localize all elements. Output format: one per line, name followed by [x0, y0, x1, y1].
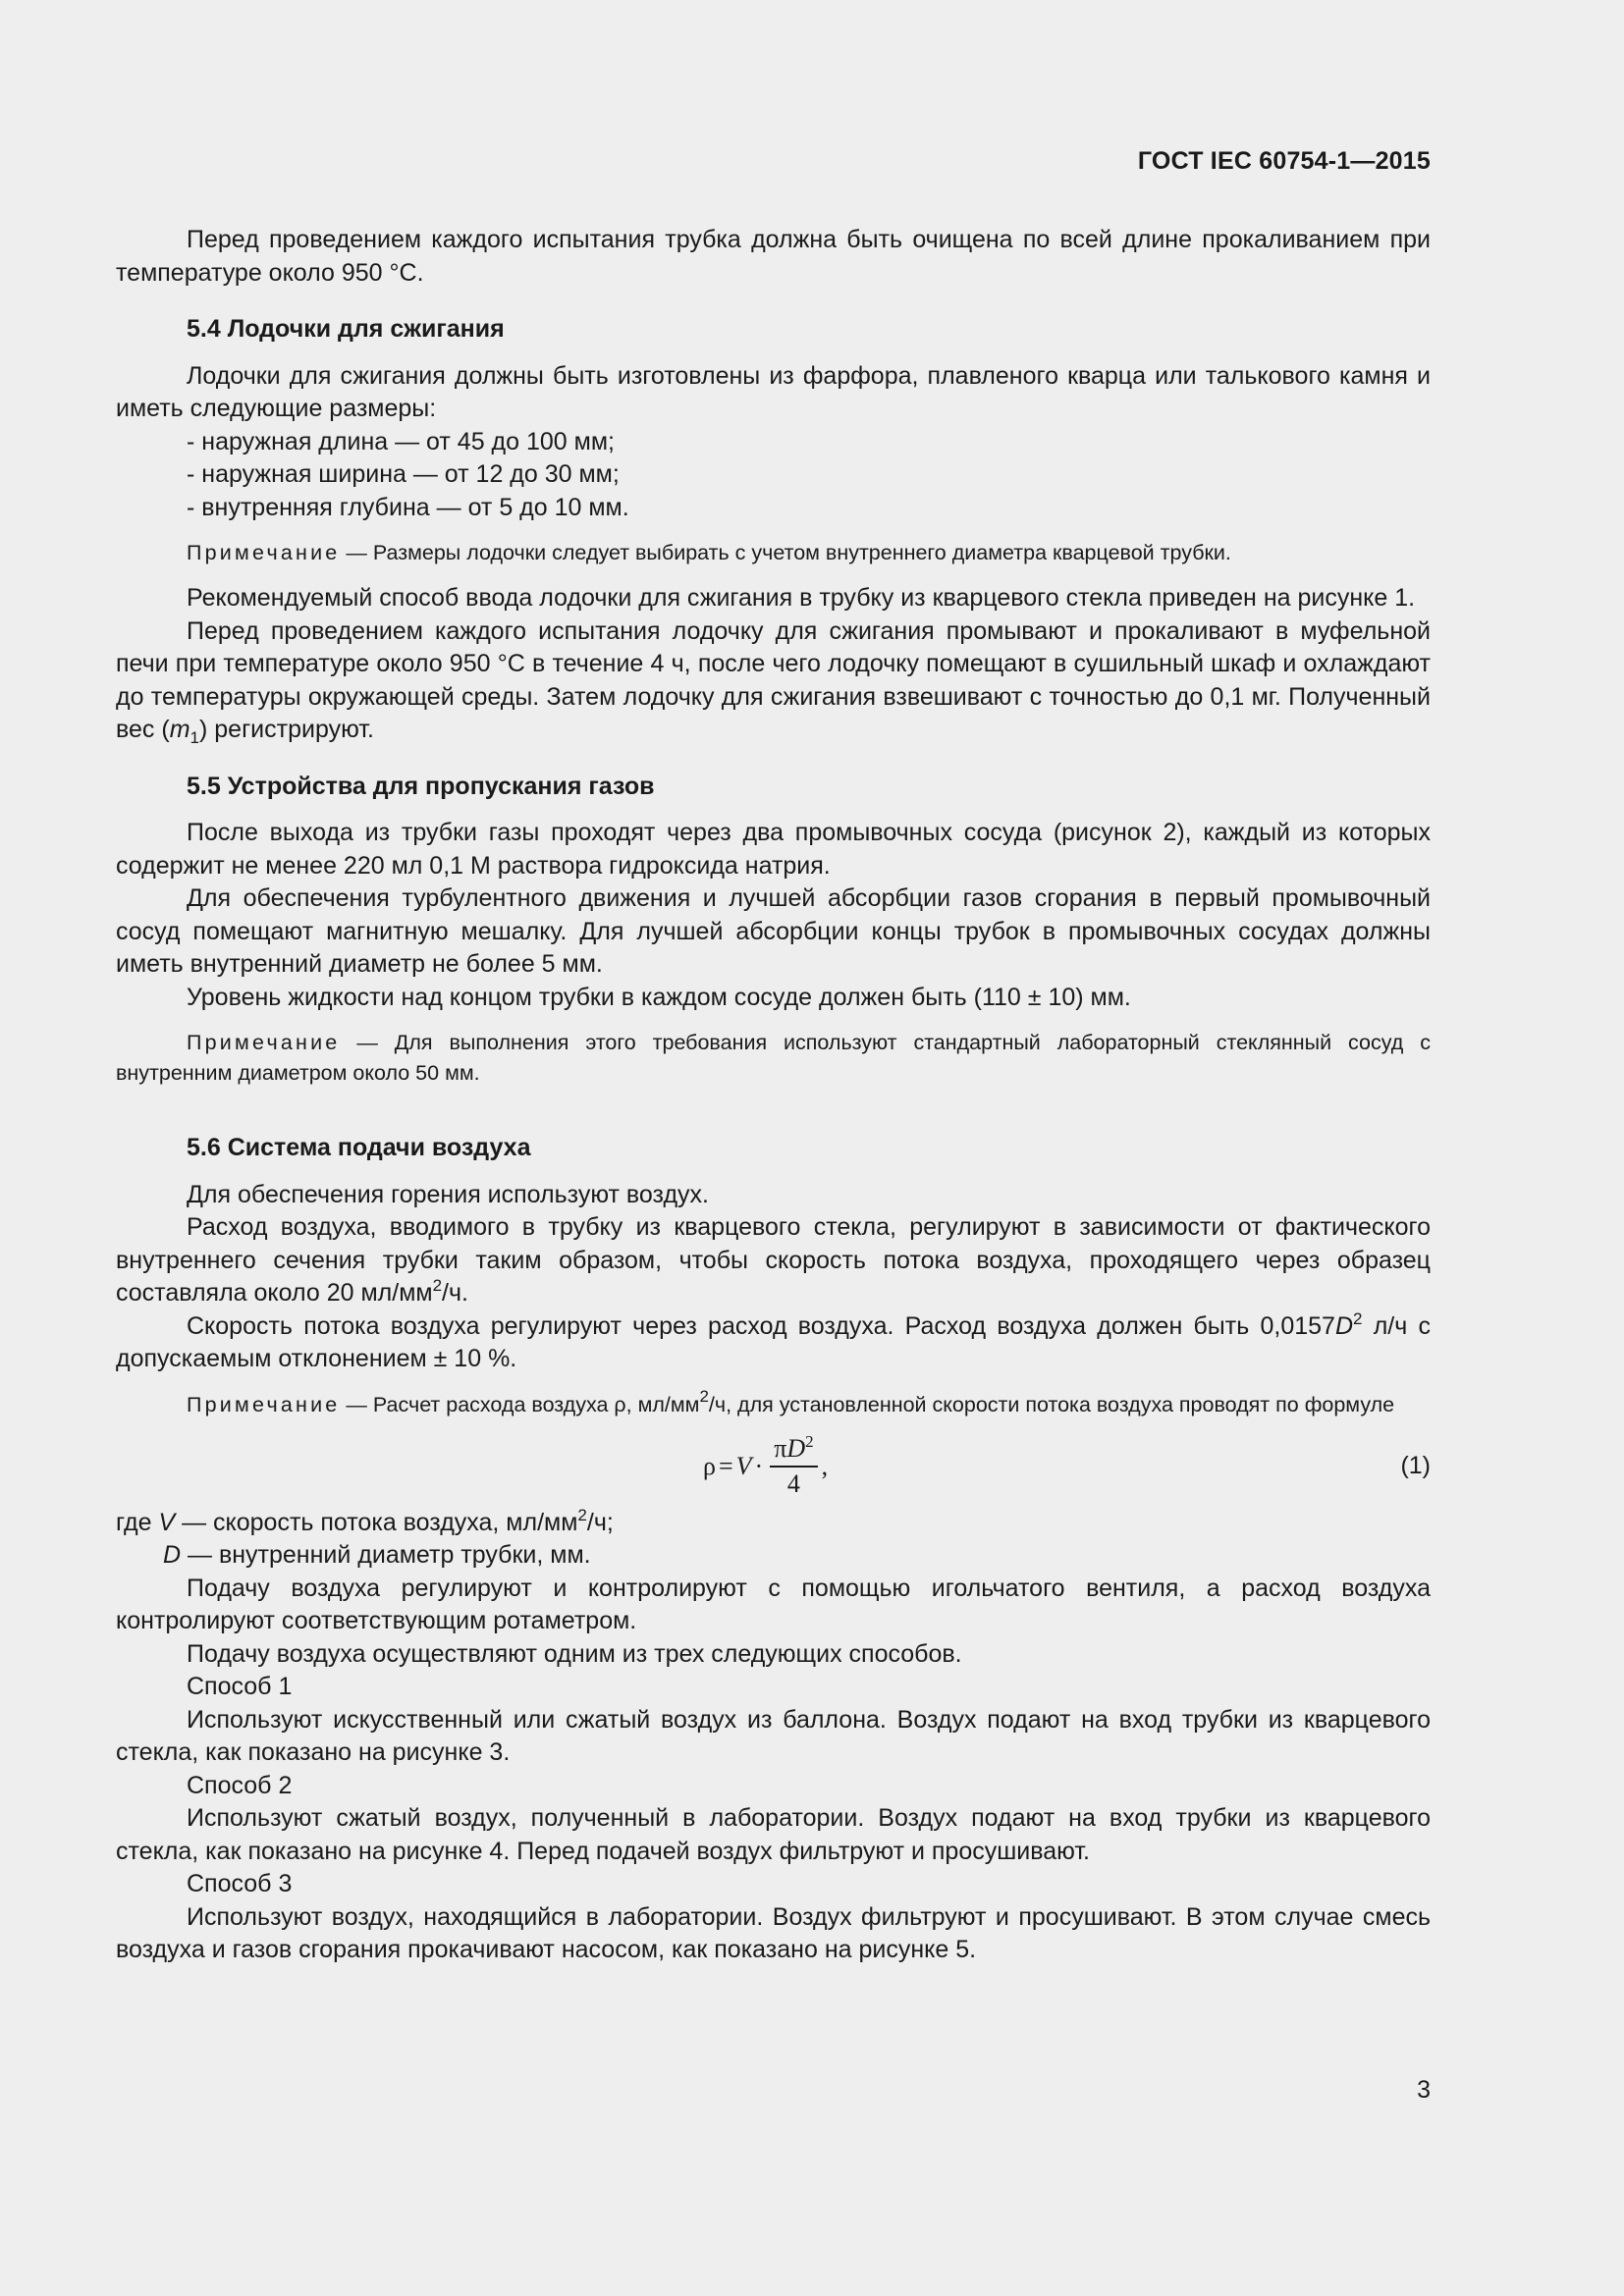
formula-expression: ρ = V · $\frac{\pi D^2}{4}$ , [703, 1426, 828, 1507]
s54-paragraph-1: Лодочки для сжигания должны быть изготовлены из фарфора, плавленого кварца или талькового камня и иметь следующие размеры: [116, 361, 1431, 422]
document-header: ГОСТ IEC 60754-1—2015 [1137, 147, 1431, 175]
note-text: — Для выполнения этого требования используют стандартный лабораторный стеклянный сосуд с внутренним диаметром около 50 мм. [116, 1031, 1431, 1085]
method-2-title: Способ 2 [187, 1771, 293, 1799]
note-text: — Размеры лодочки следует выбирать с учетом внутреннего диаметра кварцевой трубки. [340, 541, 1231, 564]
formula-1 [116, 1426, 1431, 1507]
note-label: Примечание [187, 1392, 341, 1416]
where-d: D — внутренний диаметр трубки, мм. [163, 1541, 591, 1569]
s56-paragraph-4: Подачу воздуха регулируют и контролируют с помощью игольчатого вентиля, а расход воздуха контролируют соответствующим ротаметром. [116, 1574, 1431, 1634]
s54-paragraph-3: Перед проведением каждого испытания лодочку для сжигания промывают и прокаливают в муфельной печи при температуре около 950 °С в течение 4 ч, после чего лодочку помещают в сушильный шкаф и охлаждают до температуры окружающей среды. Затем лодочку для сжигания взвешивают с точностью до 0,1 мг. Полученный вес $(m_1)$ регистрируют. [116, 616, 1431, 747]
variable-d: D [1334, 1311, 1354, 1340]
s55-note [116, 1028, 1431, 1089]
method-1-title: Способ 1 [187, 1673, 293, 1700]
document-body [116, 224, 1431, 1967]
s56-note: Примечание — Расчет расхода воздуха ρ, $мл/мм^2/ч$, для установленной скорости потока воздуха проводят по формуле [187, 1386, 1395, 1416]
list-item: - наружная длина — от 45 до 100 мм; [187, 427, 615, 455]
note-label: Примечание [187, 541, 341, 564]
s56-paragraph-2: Расход воздуха, вводимого в трубку из кварцевого стекла, регулируют в зависимости от фактического внутреннего сечения трубки таким образом, чтобы скорость потока воздуха, проходящего через образец составляла около 20 $мл/мм^2/ч$. [116, 1213, 1431, 1307]
s55-paragraph-3: Уровень жидкости над концом трубки в каждом сосуде должен быть (110 ± 10) мм. [187, 983, 1131, 1011]
note-label: Примечание [187, 1031, 341, 1054]
intro-paragraph: Перед проведением каждого испытания трубка должна быть очищена по всей длине прокаливанием при температуре около 950 °С. [116, 226, 1431, 287]
s55-paragraph-2: Для обеспечения турбулентного движения и лучшей абсорбции газов сгорания в первый промывочный сосуд помещают магнитную мешалку. Для лучшей абсорбции концы трубок в промывочных сосудах должны иметь внутренний диаметр не более 5 мм. [116, 884, 1431, 978]
section-heading-5-6: 5.6 Система подачи воздуха [187, 1134, 531, 1161]
method-2-text: Используют сжатый воздух, полученный в лаборатории. Воздух подают на вход трубки из кварцевого стекла, как показано на рисунке 4. Перед подачей воздух фильтруют и просушивают. [116, 1804, 1431, 1865]
s56-paragraph-3: Скорость потока воздуха регулируют через расход воздуха. Расход воздуха должен быть $0,0157D^2$ л/ч с допускаемым отклонением ± 10 %. [116, 1308, 1432, 1372]
list-item: - наружная ширина — от 12 до 30 мм; [187, 460, 620, 488]
formula-fraction: $\frac{\pi D^2}{4}$ [770, 1432, 817, 1501]
page-number: 3 [1417, 2076, 1431, 2104]
s56-paragraph-5: Подачу воздуха осуществляют одним из трех следующих способов. [187, 1639, 962, 1668]
variable-m: m [169, 716, 190, 743]
s54-dimension-list [116, 426, 1431, 525]
where-v: где V — скорость потока воздуха, $мл/мм^2/ч$; [116, 1505, 614, 1536]
list-item: - внутренняя глубина — от 5 до 10 мм. [187, 493, 629, 521]
section-heading-5-5: 5.5 Устройства для пропускания газов [187, 772, 655, 800]
s54-paragraph-2: Рекомендуемый способ ввода лодочки для сжигания в трубку из кварцевого стекла приведен на рисунке 1. [187, 584, 1416, 612]
method-3-title: Способ 3 [187, 1870, 293, 1897]
section-heading-5-4: 5.4 Лодочки для сжигания [187, 315, 505, 343]
method-1-text: Используют искусственный или сжатый воздух из баллона. Воздух подают на вход трубки из кварцевого стекла, как показано на рисунке 3. [116, 1705, 1431, 1766]
method-3-text: Используют воздух, находящийся в лаборатории. Воздух фильтруют и просушивают. В этом случае смесь воздуха и газов сгорания прокачивают насосом, как показано на рисунке 5. [116, 1902, 1431, 1963]
formula-number: (1) [1400, 1451, 1431, 1479]
s55-paragraph-1: После выхода из трубки газы проходят через два промывочных сосуда (рисунок 2), каждый из которых содержит не менее 220 мл 0,1 М раствора гидроксида натрия. [116, 819, 1431, 880]
s54-note [116, 538, 1431, 568]
s56-paragraph-1: Для обеспечения горения используют воздух. [187, 1180, 709, 1208]
